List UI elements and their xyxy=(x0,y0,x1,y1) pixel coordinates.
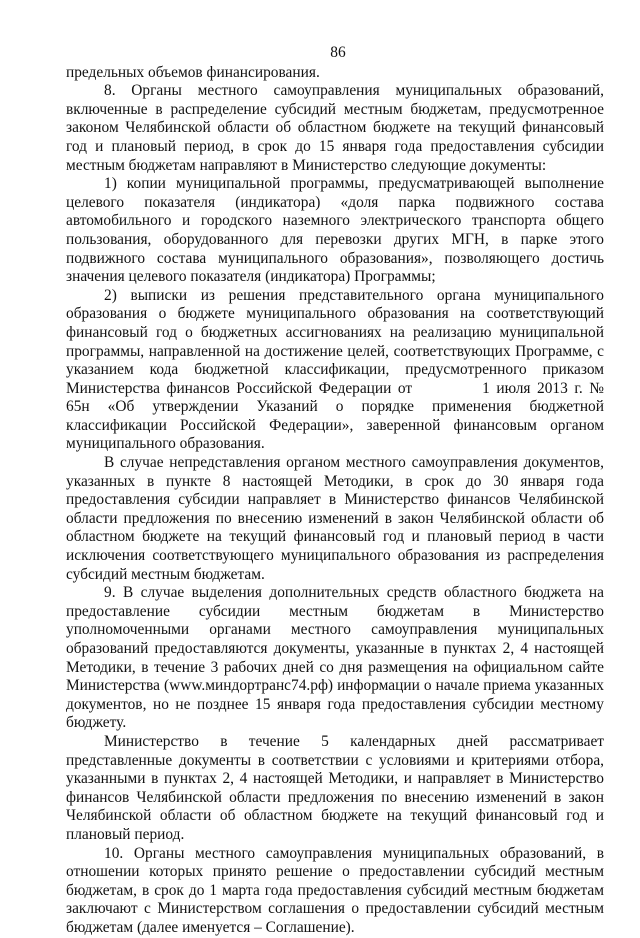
paragraph-item-10: 10. Органы местного самоуправления муниципальных образований, в отношении которых принято решение о предоставлении субсидий местным бюджетам, в срок до 1 марта года предоставления субсидий местным бюджетам заключают с Министерством соглашения о предоставлении субсидий местным бюджетам (далее именуется – Соглашение). xyxy=(66,844,604,936)
paragraph-continuation: предельных объемов финансирования. xyxy=(66,63,320,81)
paragraph-non-submission: В случае непредставления органом местного самоуправления документов, указанных в пункте 8 настоящей Методики, в срок до 30 января года предоставления субсидии направляет в Министерство финансов Челябинской области предложения по внесению изменений в закон Челябинской области об областном бюджете на текущий финансовый год и плановый период в части исключения соответствующего муниципального образования из распределения субсидий местным бюджетам. xyxy=(66,454,604,583)
paragraph-subitem-2-part-a: 2) выписки из решения представительного органа муниципального образования о бюджете муниципального образования на соответствующий финансовый год о бюджетных ассигнованиях на реализацию муниципальной программы, направленной на достижение целей, соответствующих Программе, с указанием кода бюджетной классификации, предусмотренного приказом Министерства финансов Российской Федерации от xyxy=(66,286,604,397)
paragraph-subitem-2 xyxy=(66,287,604,454)
paragraph-ministry-review: Министерство в течение 5 календарных дней рассматривает представленные документы в соответствии с условиями и критериями отбора, указанными в пунктах 2, 4 настоящей Методики, и направляет в Министерство финансов Челябинской области предложения по внесению изменений в закон Челябинской области об областном бюджете на текущий финансовый год и плановый период. xyxy=(66,732,604,843)
paragraph-subitem-2-part-b: 1 июля 2013 г. № 65н «Об утверждении Указаний о порядке применения бюджетной классификации Российской Федерации», заверенной финансовым органом муниципального образования. xyxy=(66,379,604,453)
paragraph-item-8: 8. Органы местного самоуправления муниципальных образований, включенные в распределение субсидий местным бюджетам, предусмотренное законом Челябинской области об областном бюджете на текущий финансовый год и плановый период, в срок до 15 января года предоставления субсидии местным бюджетам направляют в Министерство следующие документы: xyxy=(66,82,604,174)
paragraph-subitem-1: 1) копии муниципальной программы, предусматривающей выполнение целевого показателя (индикатора) «доля парка подвижного состава автомобильного и городского наземного электрического транспорта общего пользования, оборудованного для перевозки других МГН, в парке этого подвижного состава муниципального образования», позволяющего достичь значения целевого показателя (индикатора) Программы; xyxy=(66,175,604,286)
paragraph-item-9: 9. В случае выделения дополнительных средств областного бюджета на предоставление субсидии местным бюджетам в Министерство уполномоченными органами местного самоуправления муниципальных образований предоставляются документы, указанные в пунктах 2, 4 настоящей Методики, в течение 3 рабочих дней со дня размещения на официальном сайте Министерства (www.миндортранс74.рф) информации о начале приема указанных документов, но не позднее 15 января года предоставления субсидии местному бюджету. xyxy=(66,584,604,732)
page-number: 86 xyxy=(330,44,346,61)
